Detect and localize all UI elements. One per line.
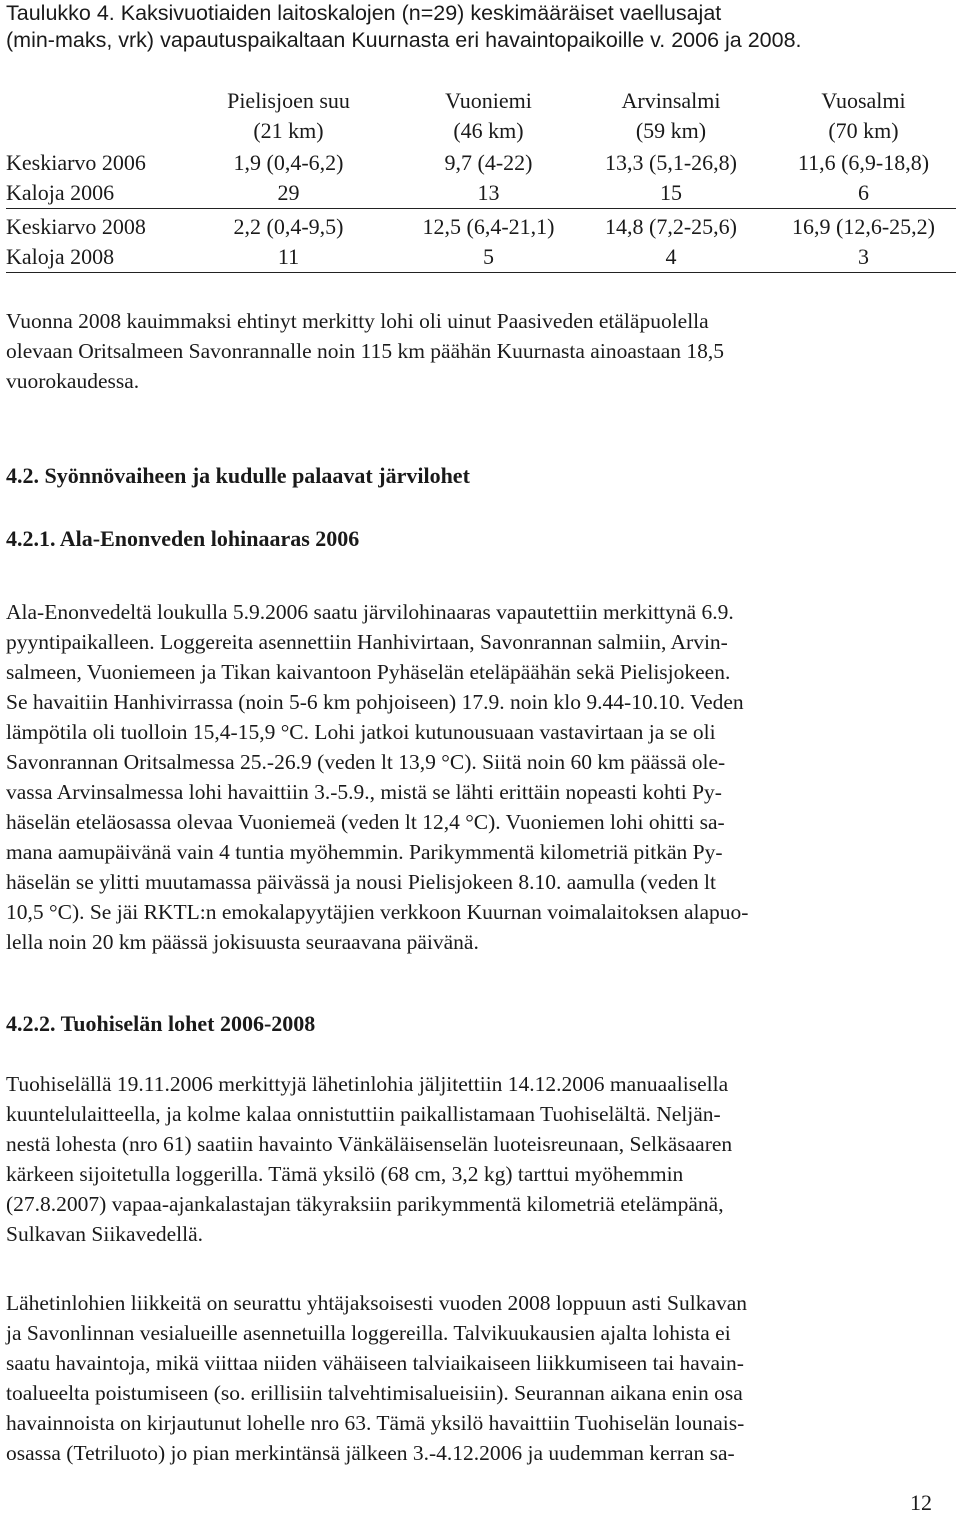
row-label: Kaloja 2006	[6, 180, 115, 205]
table-header-row	[6, 116, 956, 146]
column-header: Arvinsalmi	[621, 88, 721, 113]
column-distance: (70 km)	[828, 118, 899, 143]
page-number: 12	[910, 1490, 932, 1515]
paragraph-line: vuorokaudessa.	[6, 369, 140, 393]
paragraph-line: salmeen, Vuoniemeen ja Tikan kaivantoon Pyhäselän eteläpäähän sekä Pielisjokeen.	[6, 660, 731, 684]
paragraph-line: lella noin 20 km päässä jokisuusta seuraavana päivänä.	[6, 930, 479, 954]
paragraph-line: havainnoista on kirjautunut lohelle nro 63. Tämä yksilö havaittiin Tuohiselän lounais-	[6, 1411, 745, 1435]
paragraph-line: olevaan Oritsalmeen Savonrannalle noin 115 km päähän Kuurnasta ainoastaan 18,5	[6, 339, 725, 363]
column-distance: (21 km)	[253, 118, 324, 143]
paragraph-line: häselän eteläosassa olevaa Vuoniemeä (veden lt 12,4 °C). Vuoniemen lohi ohitti sa-	[6, 810, 725, 834]
table-cell: 6	[858, 180, 869, 205]
table-row	[6, 148, 956, 178]
paragraph-line: saatu havaintoja, mikä viittaa niiden vähäiseen talviaikaiseen liikkumiseen tai havain-	[6, 1351, 744, 1375]
column-header: Vuosalmi	[821, 88, 906, 113]
table-row	[6, 242, 956, 272]
table-header-row	[6, 86, 956, 116]
subsection-heading: 4.2.1. Ala-Enonveden lohinaaras 2006	[6, 526, 360, 551]
paragraph-line: kuuntelulaitteella, ja kolme kalaa onnistuttiin paikallistamaan Tuohiselältä. Neljän-	[6, 1102, 721, 1126]
table-cell: 1,9 (0,4-6,2)	[233, 150, 344, 175]
paragraph-line: nestä lohesta (nro 61) saatiin havainto Vänkäläisenselän luoteisreunaan, Selkäsaaren	[6, 1132, 733, 1156]
column-header: Vuoniemi	[445, 88, 532, 113]
table-cell: 5	[483, 244, 494, 269]
caption-line: (min-maks, vrk) vapautuspaikaltaan Kuurnasta eri havaintopaikoille v. 2006 ja 2008.	[6, 28, 802, 52]
paragraph-line: osassa (Tetriluoto) jo pian merkintänsä jälkeen 3.-4.12.2006 ja uudemman kerran sa-	[6, 1441, 735, 1465]
paragraph-line: (27.8.2007) vapaa-ajankalastajan täkyraksiin parikymmentä kilometriä etelämpänä,	[6, 1192, 724, 1216]
column-distance: (59 km)	[635, 118, 707, 143]
table-cell: 4	[665, 244, 677, 269]
paragraph	[6, 1069, 956, 1249]
column-header: Pielisjoen suu	[227, 88, 350, 113]
table-cell: 11,6 (6,9-18,8)	[797, 150, 930, 175]
table-cell: 12,5 (6,4-21,1)	[422, 214, 555, 239]
row-label: Keskiarvo 2006	[6, 150, 146, 175]
paragraph-line: mana aamupäivänä vain 4 tuntia myöhemmin. Parikymmentä kilometriä pitkän Py-	[6, 840, 723, 864]
row-label: Keskiarvo 2008	[6, 214, 146, 239]
table-caption	[6, 0, 956, 54]
paragraph-line: Tuohiselällä 19.11.2006 merkittyjä lähetinlohia jäljitettiin 14.12.2006 manuaalisella	[6, 1072, 729, 1096]
paragraph-line: Ala-Enonvedeltä loukulla 5.9.2006 saatu järvilohinaaras vapautettiin merkittynä 6.9.	[6, 600, 734, 624]
table-bottom-rule	[6, 272, 956, 273]
paragraph-line: ja Savonlinnan vesialueille asennetuilla loggereilla. Talvikuukausien ajalta lohista ei	[6, 1321, 731, 1345]
table-cell: 29	[277, 180, 300, 205]
paragraph-line: 10,5 °C). Se jäi RKTL:n emokalapyytäjien verkkoon Kuurnan voimalaitoksen alapuo-	[6, 900, 749, 924]
subsection-heading: 4.2.2. Tuohiselän lohet 2006-2008	[6, 1011, 316, 1036]
paragraph	[6, 306, 956, 396]
paragraph-line: Savonrannan Oritsalmessa 25.-26.9 (veden lt 13,9 °C). Siitä noin 60 km päässä ole-	[6, 750, 726, 774]
paragraph-line: pyyntipaikalleen. Loggereita asennettiin Hanhivirtaan, Savonrannan salmiin, Arvin-	[6, 630, 728, 654]
section-heading: 4.2. Syönnövaiheen ja kudulle palaavat järvilohet	[6, 463, 470, 488]
paragraph-line: Lähetinlohien liikkeitä on seurattu yhtäjaksoisesti vuoden 2008 loppuun asti Sulkavan	[6, 1291, 748, 1315]
table-cell: 13,3 (5,1-26,8)	[605, 150, 737, 175]
caption-line: Taulukko 4. Kaksivuotiaiden laitoskalojen (n=29) keskimääräiset vaellusajat	[6, 1, 722, 25]
paragraph-line: Sulkavan Siikavedellä.	[6, 1222, 204, 1246]
table-cell: 9,7 (4-22)	[444, 150, 533, 175]
paragraph-line: Vuonna 2008 kauimmaksi ehtinyt merkitty lohi oli uinut Paasiveden etäläpuolella	[6, 309, 709, 333]
paragraph-line: kärkeen sijoitetulla loggerilla. Tämä yksilö (68 cm, 3,2 kg) tarttui myöhemmin	[6, 1162, 684, 1186]
table-cell: 13	[477, 180, 500, 205]
table-cell: 16,9 (12,6-25,2)	[792, 214, 935, 239]
paragraph-line: Se havaitiin Hanhivirrassa (noin 5-6 km pohjoiseen) 17.9. noin klo 9.44-10.10. Veden	[6, 690, 744, 714]
paragraph-line: toalueelta poistumiseen (so. erillisiin talvehtimisalueisiin). Seurannan aikana enin osa	[6, 1381, 743, 1405]
table-row	[6, 212, 956, 242]
paragraph-line: vassa Arvinsalmessa lohi havaittiin 3.-5.9., mistä se lähti erittäin nopeasti kohti Py-	[6, 780, 722, 804]
paragraph	[6, 1288, 956, 1468]
table-cell: 3	[858, 244, 869, 269]
column-distance: (46 km)	[453, 118, 524, 143]
table-divider	[6, 208, 956, 209]
paragraph	[6, 597, 956, 957]
paragraph-line: lämpötila oli tuolloin 15,4-15,9 °C. Lohi jatkoi kutunousuaan vastavirtaan ja se oli	[6, 720, 716, 744]
table-cell: 11	[277, 244, 300, 269]
row-label: Kaloja 2008	[6, 244, 115, 269]
table-row	[6, 178, 956, 208]
table-cell: 14,8 (7,2-25,6)	[605, 214, 737, 239]
table-cell: 15	[660, 180, 682, 205]
paragraph-line: häselän se ylitti muutamassa päivässä ja nousi Pielisjokeen 8.10. aamulla (veden lt	[6, 870, 716, 894]
table-cell: 2,2 (0,4-9,5)	[233, 214, 344, 239]
